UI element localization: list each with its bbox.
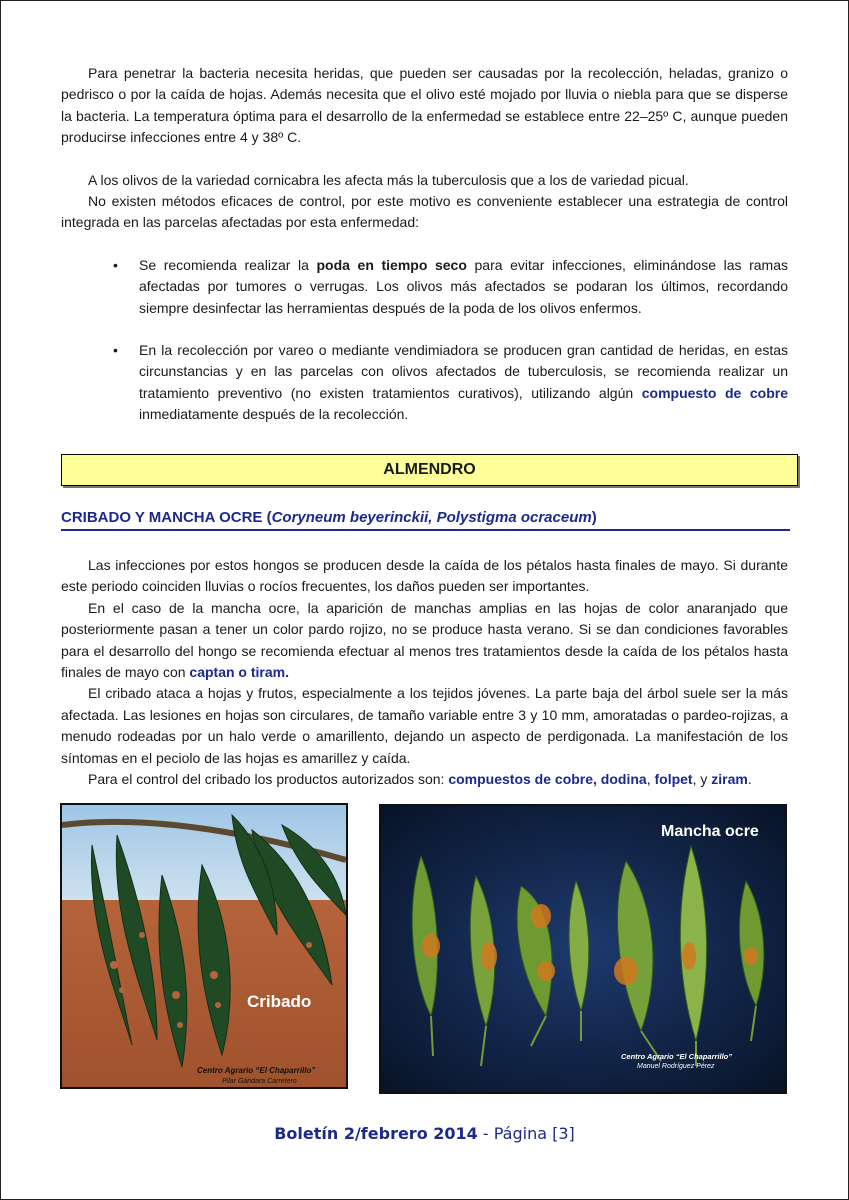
paragraph: A los olivos de la variedad cornicabra les afecta más la tuberculosis que a los de variedad picual. <box>88 171 689 188</box>
paragraph: El cribado ataca a hojas y frutos, especialmente a los tejidos jóvenes. La parte baja del árbol suele ser la más afectada. Las lesiones en hojas son circulares, de tamaño variable entre 3 y 10 mm, amoratadas o pardeo-rojizas, a menudo rodeadas por un halo verde o amarillento, dejando un aspecto de perdigonada. La manifestación de los síntomas en el peciolo de las hojas es amarillez y caída. <box>61 685 788 766</box>
mancha-ocre-label: Mancha ocre <box>661 823 759 840</box>
bullet-list <box>61 255 788 426</box>
photo-credit: Pilar Gándara Carretero <box>222 1078 297 1085</box>
photo-credit: Centro Agrario “El Chaparrillo” <box>621 1052 732 1061</box>
section-banner: ALMENDRO <box>61 454 798 486</box>
list-item: • En la recolección por vareo o mediante vendimiadora se producen gran cantidad de heridas, en estas circunstancias y en las parcelas con olivos afectados de tuberculosis, se recomienda realizar un tratamiento preventivo (no existen tratamientos curativos), utilizando algún compuesto de cobre inmediatamente después de la recolección. <box>113 342 788 423</box>
page-number: - Página [3] <box>477 1124 575 1143</box>
leaf-specimens-image <box>381 806 785 1092</box>
intro-text <box>61 63 788 426</box>
photo-credit: Centro Agrario “El Chaparrillo” <box>197 1066 316 1075</box>
cribado-label: Cribado <box>247 992 312 1011</box>
photo-credit: Manuel Rodríguez Pérez <box>637 1063 715 1070</box>
bullet-icon: • <box>113 256 118 273</box>
paragraph: No existen métodos eficaces de control, por este motivo es conveniente establecer una estrategia de control integrada en las parcelas afectadas por esta enfermedad: <box>61 193 788 231</box>
bulletin-title: Boletín 2/febrero 2014 <box>274 1124 478 1143</box>
list-item: • Se recomienda realizar la poda en tiempo seco para evitar infecciones, eliminándose las ramas afectadas por tumores o verrugas. Los olivos más afectados se podaran los últimos, recordando siempre desinfectar las herramientas después de la poda de los olivos enfermos. <box>113 256 789 316</box>
bullet-icon: • <box>113 342 118 359</box>
section-text <box>61 555 788 790</box>
paragraph: Para penetrar la bacteria necesita heridas, que pueden ser causadas por la recolección, heladas, granizo o pedrisco o por la caída de hojas. Además necesita que el olivo esté mojado por lluvia o niebla para que se disperse la bacteria. La temperatura óptima para el desarrollo de la enfermedad se establece entre 22–25º C, aunque pueden producirse infecciones entre 4 y 38º C. <box>61 65 788 146</box>
page-footer <box>0 1124 849 1143</box>
paragraph: Las infecciones por estos hongos se producen desde la caída de los pétalos hasta finales de mayo. Si durante este periodo coinciden lluvias o rocíos frecuentes, los daños pueden ser importantes. <box>61 557 788 595</box>
paragraph: En el caso de la mancha ocre, la aparición de manchas amplias en las hojas de color anaranjado que posteriormente pasan a tener un color pardo rojizo, no se produce hasta verano. Si se dan condiciones favorables para el desarrollo del hongo se recomienda efectuar al menos tres tratamientos desde la caída de los pétalos hasta finales de mayo con captan o tiram. <box>61 599 788 681</box>
section-title: CRIBADO Y MANCHA OCRE (Coryneum beyerinckii, Polystigma ocraceum) <box>61 509 790 531</box>
cribado-photo <box>60 803 348 1089</box>
paragraph: Para el control del cribado los productos autorizados son: compuestos de cobre, dodina, folpet, y ziram. <box>88 771 752 788</box>
mancha-ocre-photo <box>379 804 787 1094</box>
almond-leaves-image <box>62 805 346 1087</box>
